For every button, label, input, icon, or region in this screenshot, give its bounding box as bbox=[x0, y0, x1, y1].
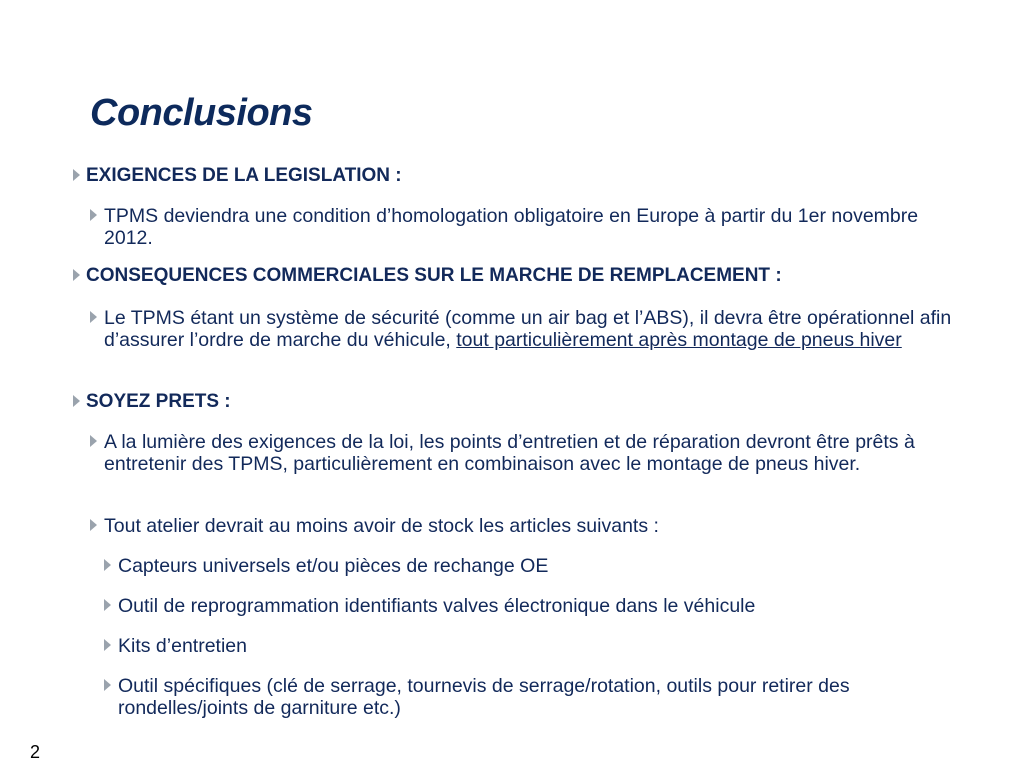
bullet-arrow-icon bbox=[73, 395, 80, 407]
bullet-arrow-icon bbox=[73, 269, 80, 281]
item-text: A la lumière des exigences de la loi, les points d’entretien et de réparation devront être prêts à entretenir des TPMS, particulièrement en combinaison avec le montage de pneus hiver. bbox=[104, 431, 915, 475]
page-number: 2 bbox=[30, 742, 41, 762]
item-text: Capteurs universels et/ou pièces de rechange OE bbox=[118, 555, 549, 577]
bullet-arrow-icon bbox=[104, 559, 111, 571]
sub-list-item bbox=[118, 595, 958, 617]
heading-soyez-prets bbox=[86, 391, 986, 413]
underlined-emphasis: tout particulièrement après montage de pneus hiver bbox=[456, 329, 902, 351]
item-text: Le TPMS étant un système de sécurité (comme un air bag et l’ABS), il devra être opérationnel afin d’assurer l’ordre de marche du véhicule, bbox=[104, 307, 952, 351]
list-item bbox=[104, 431, 964, 475]
sub-list-item bbox=[118, 635, 958, 657]
bullet-arrow-icon bbox=[90, 209, 97, 221]
heading-text: CONSEQUENCES COMMERCIALES SUR LE MARCHE DE REMPLACEMENT : bbox=[86, 265, 782, 286]
item-text: Tout atelier devrait au moins avoir de stock les articles suivants : bbox=[104, 515, 659, 537]
bullet-arrow-icon bbox=[90, 519, 97, 531]
bullet-arrow-icon bbox=[104, 639, 111, 651]
item-text: TPMS deviendra une condition d’homologation obligatoire en Europe à partir du 1er novembre 2012. bbox=[104, 205, 919, 249]
slide-title: Conclusions bbox=[90, 92, 313, 134]
bullet-arrow-icon bbox=[73, 169, 80, 181]
item-text: Kits d’entretien bbox=[118, 635, 247, 657]
bullet-arrow-icon bbox=[90, 311, 97, 323]
list-item bbox=[104, 307, 964, 351]
heading-text: SOYEZ PRETS : bbox=[86, 391, 231, 412]
item-text: Outil de reprogrammation identifiants valves électronique dans le véhicule bbox=[118, 595, 756, 617]
heading-legislation bbox=[86, 165, 986, 187]
list-item bbox=[104, 205, 964, 249]
item-text: Outil spécifiques (clé de serrage, tournevis de serrage/rotation, outils pour retirer des rondelles/joints de garniture etc.) bbox=[118, 675, 850, 719]
sub-list-item bbox=[118, 675, 928, 719]
bullet-arrow-icon bbox=[104, 599, 111, 611]
heading-text: EXIGENCES DE LA LEGISLATION : bbox=[86, 165, 402, 186]
bullet-arrow-icon bbox=[90, 435, 97, 447]
sub-list-item bbox=[118, 555, 958, 577]
list-item bbox=[104, 515, 964, 537]
bullet-arrow-icon bbox=[104, 679, 111, 691]
heading-consequences bbox=[86, 265, 986, 287]
